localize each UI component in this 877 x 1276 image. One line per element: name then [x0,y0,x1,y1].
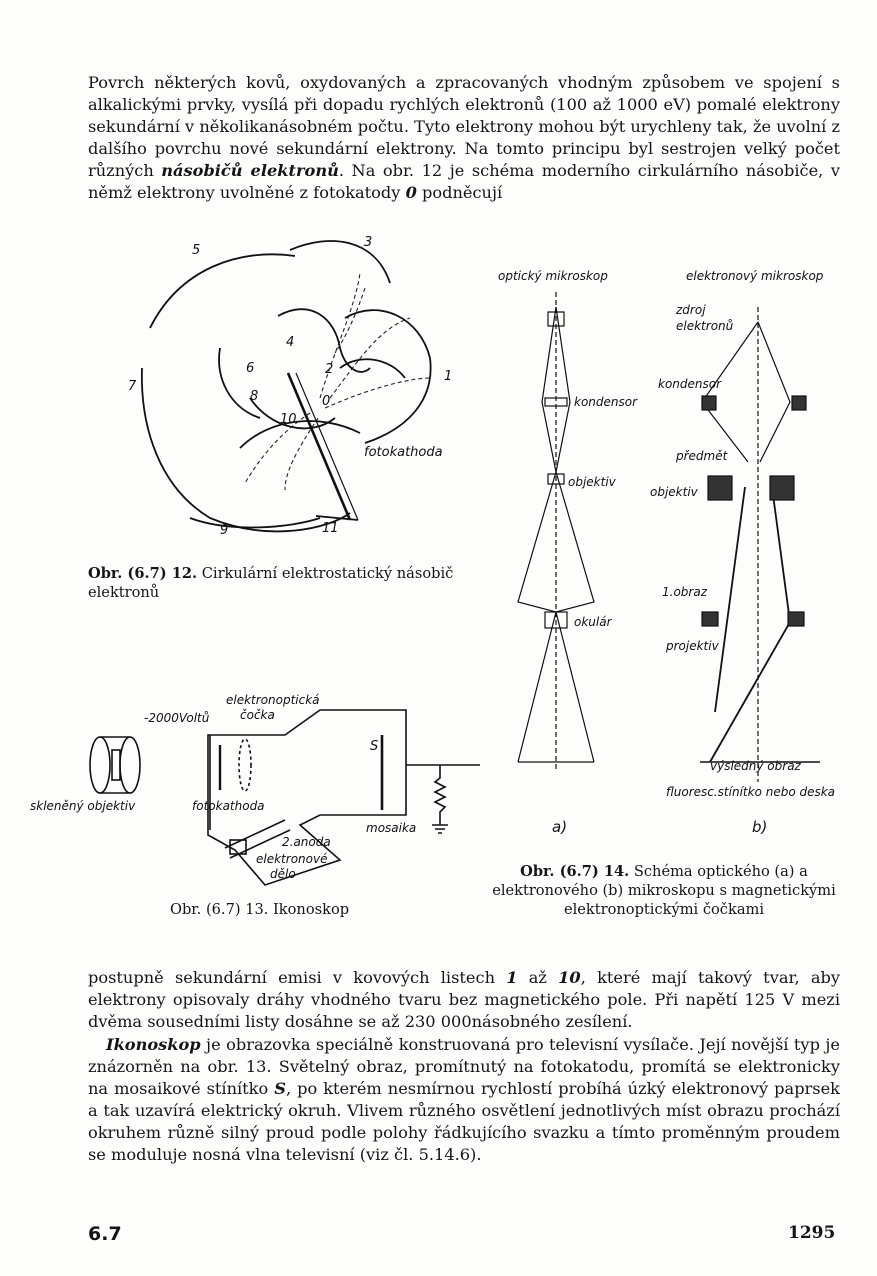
label-a: a) [552,818,568,836]
label-predmet: předmět [676,449,728,463]
label-8: 8 [250,389,259,404]
label-projektiv: projektiv [666,639,719,653]
label-voltage: -2000Voltů [144,711,210,725]
paragraph-intro: Povrch některých kovů, oxydovaných a zpracovaných vhodným způsobem ve spojení s alkalickými prvky, vysílá při dopadu rychlých elektronů (100 až 1000 eV) pomalé elektrony sekundární v několikanásobném počtu. Tyto elektrony mohou být urychleny tak, že uvolní z dalšího povrchu nové sekundární elektrony. Na tomto principu byl sestrojen velký počet různých násobičů elektronů. Na obr. 12 je schéma moderního cirkulárního násobiče, v němž elektrony uvolněné z fotokatody 0 podněcují [88,73,840,202]
label-4: 4 [286,335,295,350]
page-number: 1295 [788,1223,836,1243]
label-5: 5 [192,243,201,258]
label-s: S [370,739,379,754]
paragraph-iconoscope: Ikonoskop je obrazovka speciálně konstruovaná pro televisní vysílače. Její novější typ je znázorněn na obr. 13. Světelný obraz, promítnutý na fotokatodu, promítá se elektronicky na mosaikové stínítko S, po kterém nesmírnou rychlostí probíhá úzký elektronový paprsek a tak uzavírá elektrický okruh. Vlivem různého osvětlení jednotlivých míst obrazu prochází okruhem různě silný proud podle polohy řádkujícího svazku a tímto proměnným proudem se moduluje nosná vlna televisní (viz čl. 5.14.6). [88,1035,840,1164]
figure-13-iconoscope [30,690,470,890]
label-zdroj: zdroj [676,303,706,317]
label-kondensor-a: kondensor [574,395,638,409]
label-kondensor-b: kondensor [658,377,722,391]
figure-14-microscopes [490,262,855,842]
label-objektiv-b: objektiv [650,485,698,499]
label-9: 9 [220,523,229,538]
label-1: 1 [444,369,453,384]
caption-figure-13: Obr. (6.7) 13. Ikonoskop [170,901,350,918]
label-6: 6 [246,361,255,376]
label-b: b) [752,818,768,836]
label-11: 11 [322,521,339,536]
label-elektronovy-mikroskop: elektronový mikroskop [686,269,824,283]
caption-figure-14: Obr. (6.7) 14. Schéma optického (a) a elektronového (b) mikroskopu s magnetickými elektronoptickými čočkami [492,863,836,918]
label-1-obraz: 1.obraz [662,585,707,599]
label-okular: okulár [574,615,612,629]
label-7: 7 [128,379,137,394]
label-0: 0 [322,394,331,409]
section-number: 6.7 [88,1223,122,1245]
label-objektiv-a: objektiv [568,475,616,489]
label-mosaika: mosaika [366,821,417,835]
label-elektronove: elektronové [256,852,328,866]
label-elektronu: elektronů [676,319,734,333]
label-opticky-mikroskop: optický mikroskop [498,269,608,283]
label-vysledny-obraz: výsledný obraz [710,759,801,773]
label-3: 3 [364,235,373,250]
figure-12-multiplier [120,228,470,548]
label-fotokathoda: fotokathoda [364,445,443,460]
caption-figure-12: Obr. (6.7) 12. Cirkulární elektrostatický násobič elektronů [88,565,454,601]
label-elektronopticka: elektronoptická [226,693,320,707]
label-fluoresc: fluoresc.stínítko nebo deska [666,785,836,799]
label-cocka: čočka [240,708,275,722]
label-10: 10 [280,412,297,427]
label-anoda: 2.anoda [282,835,331,849]
label-2: 2 [325,362,334,377]
label-skleneny-objektiv: skleněný objektiv [30,799,136,813]
label-delo: dělo [270,867,296,881]
paragraph-multiplier: postupně sekundární emisi v kovových listech 1 až 10, které mají takový tvar, aby elektrony opisovaly dráhy vhodného tvaru bez magnetického pole. Při napětí 125 V mezi dvěma sousedními listy dosáhne se až 230 000násobného zesílení. [88,968,840,1031]
label-fotokathoda-13: fotokathoda [192,799,265,813]
